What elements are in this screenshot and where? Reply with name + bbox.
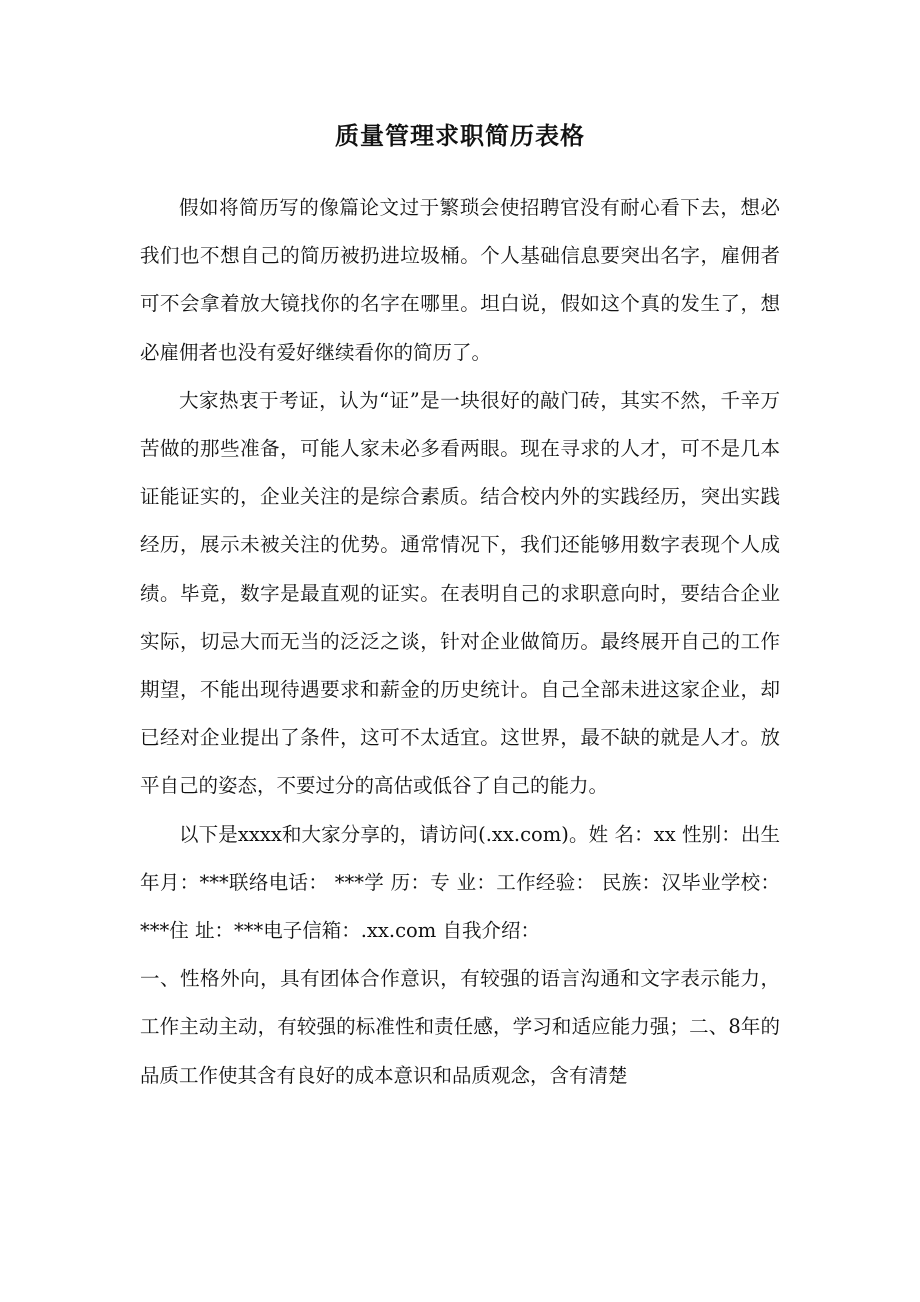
paragraph-self-introduction: 一、性格外向，具有团体合作意识，有较强的语言沟通和文字表示能力，工作主动主动，有较强的标准性和责任感，学习和适应能力强；二、8年的品质工作使其含有良好的成本意识和品质观念，含有清楚 [140, 967, 780, 1087]
page-title: 质量管理求职简历表格 [335, 121, 585, 150]
paragraph-certificates: 大家热衷于考证，认为“证”是一块很好的敲门砖，其实不然，千辛万苦做的那些准备，可能人家未必多看两眼。现在寻求的人才，可不是几本证能证实的，企业关注的是综合素质。结合校内外的实践经历，突出实践经历，展示未被关注的优势。通常情况下，我们还能够用数字表现个人成绩。毕竟，数字是最直观的证实。在表明自己的求职意向时，要结合企业实际，切忌大而无当的泛泛之谈，针对企业做简历。最终展开自己的工作期望，不能出现待遇要求和薪金的历史统计。自己全部未进这家企业，却已经对企业提出了条件，这可不太适宜。这世界，最不缺的就是人才。放平自己的姿态，不要过分的高估或低谷了自己的能力。 [140, 388, 780, 798]
paragraph-personal-info: 以下是xxxx和大家分享的，请访问(.xx.com)。姓 名：xx 性别：出生年月：***联络电话： ***学 历：专 业：工作经验： 民族：汉毕业学校：***住 址：***电子信箱：.xx.com 自我介绍： [140, 822, 780, 943]
document-body [140, 184, 780, 1100]
paragraph-resume-length: 假如将简历写的像篇论文过于繁琐会使招聘官没有耐心看下去，想必我们也不想自己的简历被扔进垃圾桶。个人基础信息要突出名字，雇佣者可不会拿着放大镜找你的名字在哪里。坦白说，假如这个真的发生了，想必雇佣者也没有爱好继续看你的简历了。 [140, 196, 780, 364]
